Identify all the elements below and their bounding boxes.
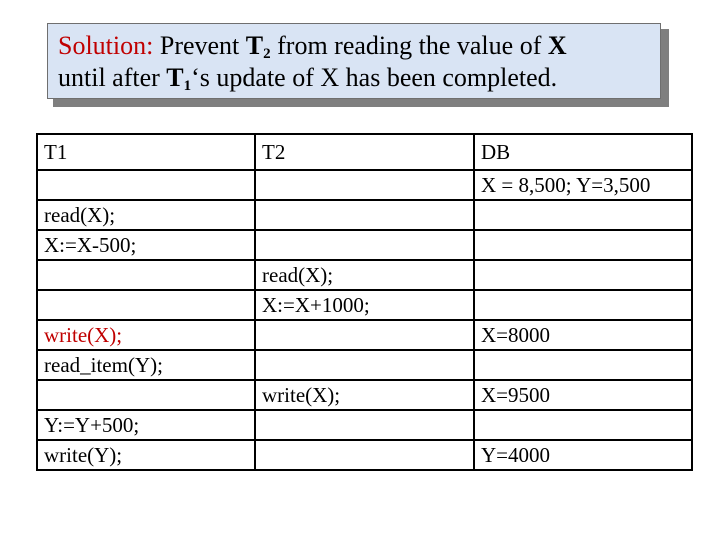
table-cell-db <box>474 290 692 320</box>
table-row <box>37 170 692 200</box>
table-row <box>37 290 692 320</box>
table-row <box>37 380 692 410</box>
table-cell-t1 <box>37 260 255 290</box>
table-row <box>37 320 692 350</box>
table-row <box>37 440 692 470</box>
schedule-table <box>36 133 693 471</box>
table-cell-t2 <box>255 200 474 230</box>
t2-label: $T_2$ <box>245 31 271 62</box>
table-cell-t2: write(X); <box>255 380 474 410</box>
table-row <box>37 230 692 260</box>
table-cell-t1: write(X); <box>37 320 255 350</box>
table-cell-db <box>474 410 692 440</box>
solution-label: Solution: <box>58 31 154 60</box>
table-row <box>37 200 692 230</box>
table-cell-db <box>474 200 692 230</box>
callout-text-2: from reading the value of <box>270 31 548 60</box>
column-header-t1: T1 <box>37 134 255 170</box>
table-cell-t2 <box>255 440 474 470</box>
column-header-db: DB <box>474 134 692 170</box>
x-label: X <box>547 31 567 60</box>
table-row <box>37 260 692 290</box>
table-cell-t2 <box>255 230 474 260</box>
table-cell-t1: read_item(Y); <box>37 350 255 380</box>
table-cell-db: X=9500 <box>474 380 692 410</box>
table-cell-db: X = 8,500; Y=3,500 <box>474 170 692 200</box>
table-cell-t2 <box>255 320 474 350</box>
table-cell-db <box>474 350 692 380</box>
table-cell-t1 <box>37 170 255 200</box>
t1-label: $T_1$ <box>166 63 192 94</box>
callout-line-1 <box>58 30 650 62</box>
column-header-t2: T2 <box>255 134 474 170</box>
table-cell-t2 <box>255 170 474 200</box>
table-cell-db <box>474 260 692 290</box>
table-cell-t2 <box>255 410 474 440</box>
table-cell-t1 <box>37 380 255 410</box>
table-cell-t1 <box>37 290 255 320</box>
callout-text-3: until after <box>58 63 167 92</box>
table-cell-t2: X:=X+1000; <box>255 290 474 320</box>
table-header-row <box>37 134 692 170</box>
table-cell-t1: Y:=Y+500; <box>37 410 255 440</box>
table-cell-db: Y=4000 <box>474 440 692 470</box>
callout-text-4: ‘s update of X has been completed. <box>191 63 558 92</box>
table-cell-t1: X:=X-500; <box>37 230 255 260</box>
callout-line-2 <box>58 62 650 94</box>
table-row <box>37 350 692 380</box>
solution-callout <box>47 23 661 99</box>
table-cell-db: X=8000 <box>474 320 692 350</box>
table-cell-t2: read(X); <box>255 260 474 290</box>
table-cell-t1: write(Y); <box>37 440 255 470</box>
table-cell-db <box>474 230 692 260</box>
callout-text-1: Prevent <box>153 31 246 60</box>
table-cell-t1: read(X); <box>37 200 255 230</box>
table-cell-t2 <box>255 350 474 380</box>
table-row <box>37 410 692 440</box>
